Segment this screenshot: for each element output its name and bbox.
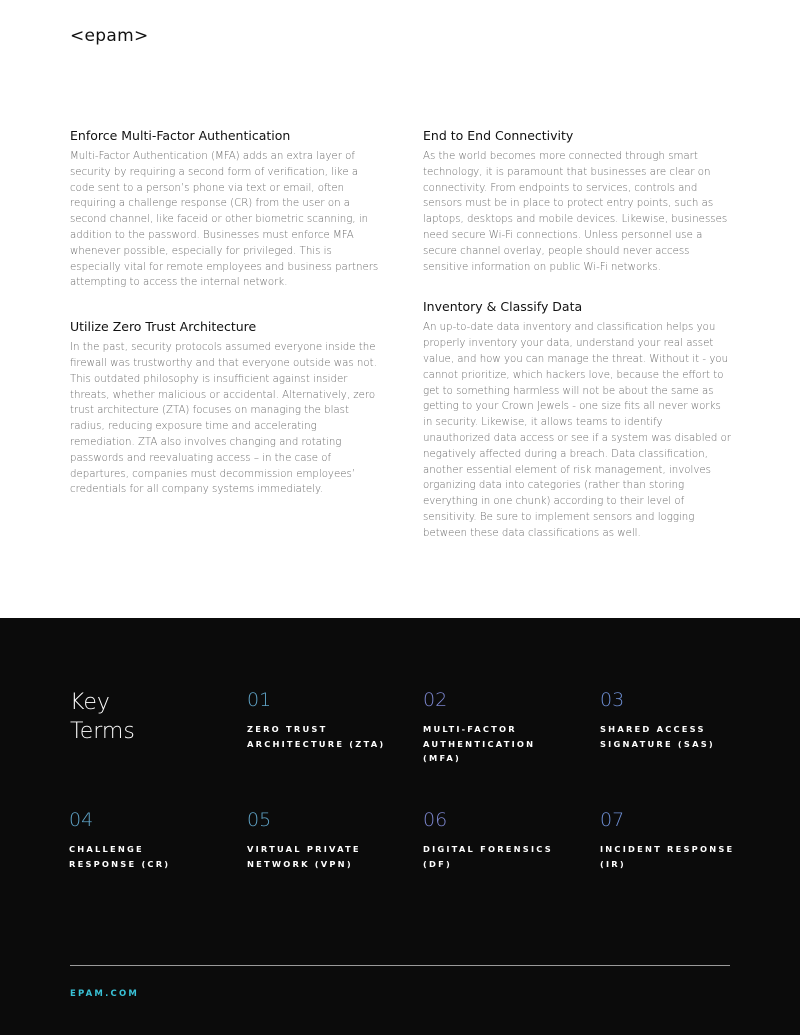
term-number: 03 [600,689,625,711]
section-body: An up-to-date data inventory and classification helps you properly inventory your data, understand your real asset value, and how you can manage the threat. Without it - you cannot prioritize, which hackers love, because the effort to get to something harmless will not be about the same as getting to your Crown Jewels - one size fits all never works in security. Likewise, it allows teams to identify unauthorized data access or see if a system was disabled or negatively affected during a breach. Data classification, another essential element of risk management, involves organizing data into categories (rather than storing everything in one chunk) according to their level of sensitivity. Be sure to implement sensors and logging between these data classifications as well. [423,322,731,539]
key-term [423,808,583,871]
term-label: ZERO TRUST ARCHITECTURE (ZTA) [247,724,386,749]
term-number: 04 [69,809,94,831]
term-label: VIRTUAL PRIVATE NETWORK (VPN) [247,844,361,869]
right-column [423,128,733,542]
key-term [69,808,199,871]
term-number: 07 [600,809,625,831]
term-number: 02 [423,689,448,711]
epam-logo: <epam> [70,26,149,46]
section-inventory [423,299,733,541]
key-terms-heading [70,688,135,746]
term-number: 05 [247,809,272,831]
key-term [247,688,397,751]
key-term [423,688,553,766]
footer-divider [70,965,730,966]
term-label: INCIDENT RESPONSE (IR) [600,844,735,869]
key-term [247,808,387,871]
key-term [600,808,740,871]
section-connectivity [423,128,733,275]
section-title: Enforce Multi-Factor Authentication [70,128,291,143]
section-zero-trust [70,319,380,498]
left-column [70,128,380,498]
key-term [600,688,740,751]
section-mfa [70,128,380,291]
key-terms-heading-line1: Key [70,690,110,715]
term-number: 06 [423,809,448,831]
epam-website-link[interactable]: EPAM.COM [70,989,140,999]
term-label: MULTI-FACTOR AUTHENTICATION (MFA) [423,724,536,763]
term-label: SHARED ACCESS SIGNATURE (SAS) [600,724,715,749]
term-label: CHALLENGE RESPONSE (CR) [69,844,171,869]
term-number: 01 [247,689,272,711]
section-body: Multi-Factor Authentication (MFA) adds an extra layer of security by requiring a second form of verification, like a code sent to a person’s phone via text or email, often requiring a challenge response (CR) from the user on a second channel, like faceid or other biometric scanning, in addition to the password. Businesses must enforce MFA whenever possible, especially for privileged. This is especially vital for remote employees and business partners attempting to access the internal network. [70,151,379,289]
section-title: End to End Connectivity [423,128,574,143]
section-body: In the past, security protocols assumed everyone inside the firewall was trustworthy and that everyone outside was not. This outdated philosophy is insufficient against insider threats, whether malicious or accidental. Alternatively, zero trust architecture (ZTA) focuses on managing the blast radius, reducing exposure time and accelerating remediation. ZTA also involves changing and rotating passwords and reevaluating access – in the case of departures, companies must decommission employees’ credentials for all company systems immediately. [70,342,377,496]
key-terms-heading-line2: Terms [70,719,135,744]
section-title: Utilize Zero Trust Architecture [70,319,257,335]
section-body: As the world becomes more connected through smart technology, it is paramount that businesses are clear on connectivity. From endpoints to services, controls and sensors must be in place to protect entry points, such as laptops, desktops and mobile devices. Likewise, businesses need secure Wi-Fi connections. Unless personnel use a secure channel overlay, people should never access sensitive information on public Wi-Fi networks. [423,151,728,273]
section-title: Inventory & Classify Data [423,299,583,315]
term-label: DIGITAL FORENSICS (DF) [423,844,553,869]
